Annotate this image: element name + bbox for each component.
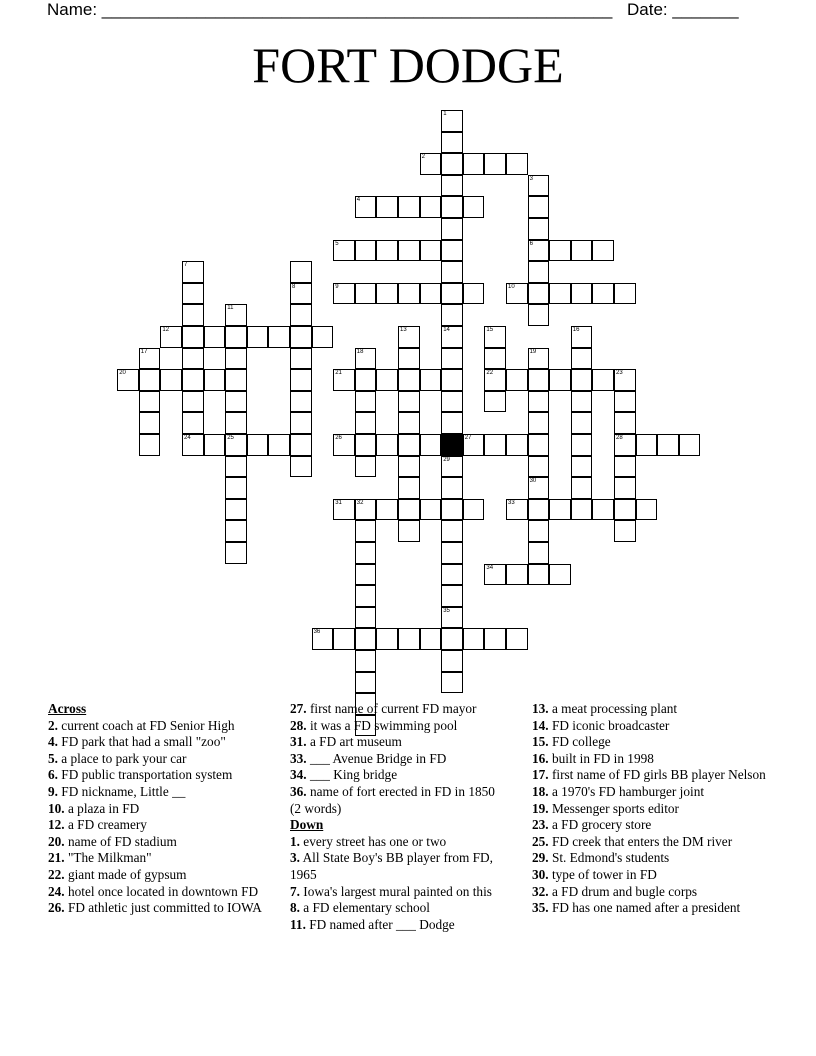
cell-number: 12: [162, 327, 170, 333]
cell-number: 36: [313, 629, 321, 636]
crossword-cell[interactable]: [441, 628, 463, 650]
crossword-cell[interactable]: [420, 434, 442, 456]
clue-item: 16. built in FD in 1998: [532, 750, 654, 766]
crossword-cell[interactable]: [398, 434, 420, 456]
cell-number: 17: [140, 348, 148, 355]
crossword-cell[interactable]: [441, 348, 463, 370]
crossword-cell[interactable]: [614, 283, 636, 305]
crossword-cell[interactable]: [355, 283, 377, 305]
crossword-cell[interactable]: [679, 434, 701, 456]
crossword-cell[interactable]: [528, 391, 550, 413]
clue-column-3: [532, 701, 772, 917]
clue-item: 13. a meat processing plant: [532, 701, 678, 716]
crossword-cell[interactable]: [355, 564, 377, 586]
clue-item: 32. a FD drum and bugle corps: [532, 883, 698, 899]
clue-item: 15. FD college: [532, 734, 611, 750]
crossword-cell[interactable]: [225, 456, 247, 478]
crossword-cell[interactable]: [484, 391, 506, 413]
crossword-cell[interactable]: [225, 520, 247, 542]
crossword-cell[interactable]: [160, 326, 182, 348]
cell-number: 1: [443, 111, 447, 117]
crossword-cell[interactable]: [463, 434, 485, 456]
crossword-cell[interactable]: [441, 456, 463, 478]
crossword-cell[interactable]: [571, 477, 593, 499]
crossword-cell[interactable]: [506, 499, 528, 521]
crossword-cell[interactable]: [506, 369, 528, 391]
crossword-cell[interactable]: [182, 304, 204, 326]
crossword-cell[interactable]: [528, 283, 550, 305]
crossword-cell[interactable]: [204, 369, 226, 391]
crossword-cell[interactable]: [182, 434, 204, 456]
cell-number: 33: [508, 499, 515, 506]
crossword-cell[interactable]: [398, 326, 420, 348]
crossword-cell[interactable]: [182, 391, 204, 413]
crossword-cell[interactable]: [571, 412, 593, 434]
crossword-cell[interactable]: [355, 412, 377, 434]
clue-item: 18. a 1970's FD hamburger joint: [532, 783, 705, 799]
clue-column-1: [48, 701, 268, 917]
crossword-cell[interactable]: [290, 261, 312, 283]
clue-item: 12. a FD creamery: [48, 817, 147, 833]
crossword-cell[interactable]: [528, 456, 550, 478]
cell-number: 13: [400, 327, 407, 333]
crossword-cell[interactable]: [614, 369, 636, 391]
clue-item: 25. FD creek that enters the DM river: [532, 833, 733, 849]
black-cell: [441, 434, 463, 456]
crossword-cell[interactable]: [398, 456, 420, 478]
crossword-cell[interactable]: [290, 434, 312, 456]
crossword-cell[interactable]: [441, 520, 463, 542]
crossword-cell[interactable]: [398, 499, 420, 521]
crossword-cell[interactable]: [225, 412, 247, 434]
crossword-cell[interactable]: [290, 412, 312, 434]
crossword-cell[interactable]: [376, 499, 398, 521]
crossword-cell[interactable]: [528, 304, 550, 326]
cell-number: 31: [335, 499, 342, 506]
crossword-cell[interactable]: [139, 412, 161, 434]
crossword-cell[interactable]: [614, 520, 636, 542]
crossword-cell[interactable]: [506, 628, 528, 650]
across-clues: [48, 718, 268, 917]
crossword-cell[interactable]: [484, 434, 506, 456]
clue-item: 30. type of tower in FD: [532, 866, 657, 882]
crossword-cell[interactable]: [592, 369, 614, 391]
crossword-cell[interactable]: [290, 456, 312, 478]
crossword-cell[interactable]: [398, 477, 420, 499]
crossword-cell[interactable]: [225, 477, 247, 499]
clue-item: 4. FD park that had a small "zoo": [48, 734, 226, 750]
clue-item: 8. a FD elementary school: [290, 900, 430, 916]
crossword-cell[interactable]: [355, 585, 377, 607]
crossword-cell[interactable]: [636, 499, 658, 521]
crossword-cell[interactable]: [355, 391, 377, 413]
crossword-cell[interactable]: [290, 304, 312, 326]
clue-item: 23. a FD grocery store: [532, 817, 652, 833]
crossword-cell[interactable]: [528, 520, 550, 542]
clue-item: 26. FD athletic just committed to IOWA: [48, 900, 262, 916]
cell-number: 18: [356, 348, 364, 355]
crossword-cell[interactable]: [333, 628, 355, 650]
crossword-cell[interactable]: [420, 153, 442, 175]
crossword-cell[interactable]: [463, 153, 485, 175]
crossword-cell[interactable]: [549, 283, 571, 305]
crossword-cell[interactable]: [484, 628, 506, 650]
cell-number: 22: [486, 370, 494, 377]
crossword-cell[interactable]: [355, 434, 377, 456]
cell-number: 20: [119, 370, 126, 377]
cell-number: 29: [443, 456, 450, 463]
crossword-cell[interactable]: [528, 218, 550, 240]
crossword-cell[interactable]: [441, 304, 463, 326]
crossword-cell[interactable]: [441, 153, 463, 175]
cell-number: 24: [184, 435, 191, 441]
crossword-cell[interactable]: [528, 542, 550, 564]
cell-number: 23: [616, 370, 623, 377]
crossword-cell[interactable]: [528, 348, 550, 370]
crossword-cell[interactable]: [355, 348, 377, 370]
cell-number: 35: [443, 607, 450, 614]
crossword-cell[interactable]: [484, 326, 506, 348]
clue-item: 28. it was a FD swimming pool: [290, 717, 458, 733]
crossword-cell[interactable]: [441, 499, 463, 521]
crossword-cell[interactable]: [225, 326, 247, 348]
crossword-cell[interactable]: [463, 628, 485, 650]
crossword-cell[interactable]: [225, 304, 247, 326]
cell-number: 9: [335, 283, 339, 290]
crossword-cell[interactable]: [636, 434, 658, 456]
clue-item: 7. Iowa's largest mural painted on this: [290, 883, 492, 899]
crossword-cell[interactable]: [614, 434, 636, 456]
crossword-cell[interactable]: [571, 499, 593, 521]
clue-item: 21. "The Milkman": [48, 850, 152, 866]
crossword-cell[interactable]: [571, 326, 593, 348]
crossword-cell[interactable]: [441, 607, 463, 629]
crossword-cell[interactable]: [528, 240, 550, 262]
cell-number: 8: [292, 283, 296, 290]
crossword-cell[interactable]: [484, 348, 506, 370]
crossword-cell[interactable]: [441, 369, 463, 391]
crossword-cell[interactable]: [268, 434, 290, 456]
crossword-cell[interactable]: [247, 434, 269, 456]
clue-item: 2. current coach at FD Senior High: [48, 717, 235, 733]
crossword-cell[interactable]: [355, 240, 377, 262]
crossword-cell[interactable]: [225, 434, 247, 456]
clue-item: 14. FD iconic broadcaster: [532, 717, 670, 733]
crossword-cell[interactable]: [571, 369, 593, 391]
crossword-cell[interactable]: [549, 240, 571, 262]
cell-number: 4: [356, 197, 361, 204]
crossword-cell[interactable]: [333, 369, 355, 391]
crossword-cell[interactable]: [614, 477, 636, 499]
crossword-cell[interactable]: [182, 261, 204, 283]
down-heading: Down: [290, 817, 324, 833]
crossword-cell[interactable]: [528, 564, 550, 586]
crossword-cell[interactable]: [398, 369, 420, 391]
clue-item: 10. a plaza in FD: [48, 800, 140, 816]
crossword-cell[interactable]: [614, 456, 636, 478]
crossword-cell[interactable]: [312, 628, 334, 650]
crossword-cell[interactable]: [139, 391, 161, 413]
crossword-cell[interactable]: [355, 520, 377, 542]
crossword-cell[interactable]: [182, 348, 204, 370]
cell-number: 3: [529, 175, 533, 182]
crossword-cell[interactable]: [506, 153, 528, 175]
date-field: Date: _______: [627, 0, 739, 19]
crossword-cell[interactable]: [290, 326, 312, 348]
clue-item: 22. giant made of gypsum: [48, 866, 187, 882]
crossword-cell[interactable]: [268, 326, 290, 348]
crossword-cell[interactable]: [312, 326, 334, 348]
crossword-cell[interactable]: [441, 175, 463, 197]
crossword-cell[interactable]: [225, 542, 247, 564]
crossword-cell[interactable]: [355, 672, 377, 694]
crossword-cell[interactable]: [441, 672, 463, 694]
clue-item: 27. first name of current FD mayor: [290, 701, 477, 716]
crossword-cell[interactable]: [549, 564, 571, 586]
crossword-cell[interactable]: [441, 218, 463, 240]
clue-item: 11. FD named after ___ Dodge: [290, 916, 455, 932]
across-heading: Across: [48, 701, 87, 716]
crossword-cell[interactable]: [225, 499, 247, 521]
crossword-cell[interactable]: [614, 499, 636, 521]
cell-number: 2: [421, 154, 425, 161]
crossword-cell[interactable]: [484, 369, 506, 391]
crossword-cell[interactable]: [441, 564, 463, 586]
crossword-cell[interactable]: [441, 326, 463, 348]
crossword-cell[interactable]: [441, 391, 463, 413]
clue-item: 3. All State Boy's BB player from FD, 1965: [290, 850, 493, 882]
crossword-cell[interactable]: [528, 175, 550, 197]
crossword-cell[interactable]: [355, 542, 377, 564]
crossword-cell[interactable]: [182, 283, 204, 305]
cell-number: 16: [572, 327, 580, 333]
crossword-cell[interactable]: [528, 261, 550, 283]
clue-item: 19. Messenger sports editor: [532, 800, 679, 816]
cell-number: 6: [529, 240, 533, 247]
crossword-cell[interactable]: [398, 240, 420, 262]
cell-number: 30: [529, 478, 537, 485]
crossword-cell[interactable]: [376, 283, 398, 305]
crossword-cell[interactable]: [376, 628, 398, 650]
crossword-cell[interactable]: [571, 240, 593, 262]
crossword-cell[interactable]: [398, 520, 420, 542]
crossword-cell[interactable]: [355, 607, 377, 629]
crossword-cell[interactable]: [398, 391, 420, 413]
crossword-cell[interactable]: [333, 434, 355, 456]
crossword-cell[interactable]: [355, 456, 377, 478]
crossword-cell[interactable]: [204, 434, 226, 456]
crossword-cell[interactable]: [420, 499, 442, 521]
crossword-cell[interactable]: [441, 477, 463, 499]
crossword-cell[interactable]: [657, 434, 679, 456]
crossword-cell[interactable]: [225, 369, 247, 391]
crossword-cell[interactable]: [441, 412, 463, 434]
clue-item: 17. first name of FD girls BB player Nelson: [532, 767, 766, 783]
crossword-cell[interactable]: [506, 564, 528, 586]
clue-item: 24. hotel once located in downtown FD: [48, 883, 259, 899]
crossword-cell[interactable]: [506, 283, 528, 305]
crossword-cell[interactable]: [441, 132, 463, 154]
crossword-cell[interactable]: [139, 348, 161, 370]
crossword-cell[interactable]: [204, 326, 226, 348]
crossword-cell[interactable]: [117, 369, 139, 391]
crossword-cell[interactable]: [441, 542, 463, 564]
crossword-cell[interactable]: [355, 628, 377, 650]
crossword-cell[interactable]: [614, 412, 636, 434]
crossword-cell[interactable]: [333, 283, 355, 305]
crossword-cell[interactable]: [290, 391, 312, 413]
across-clues-cont: [290, 701, 505, 817]
clue-column-2: [290, 701, 505, 933]
down-clues: [290, 834, 505, 934]
crossword-cell[interactable]: [225, 348, 247, 370]
clue-item: 1. every street has one or two: [290, 833, 447, 849]
crossword-cell[interactable]: [398, 348, 420, 370]
crossword-cell[interactable]: [420, 283, 442, 305]
crossword-cell[interactable]: [420, 240, 442, 262]
cell-number: 5: [335, 240, 339, 247]
crossword-cell[interactable]: [592, 240, 614, 262]
clue-item: 5. a place to park your car: [48, 750, 187, 766]
clue-item: 33. ___ Avenue Bridge in FD: [290, 750, 447, 766]
crossword-cell[interactable]: [528, 412, 550, 434]
crossword-cell[interactable]: [355, 499, 377, 521]
clue-item: 9. FD nickname, Little __: [48, 783, 186, 799]
cell-number: 25: [227, 435, 234, 441]
crossword-cell[interactable]: [441, 261, 463, 283]
cell-number: 7: [184, 262, 188, 269]
cell-number: 10: [508, 283, 515, 290]
crossword-cell[interactable]: [592, 499, 614, 521]
crossword-cell[interactable]: [139, 369, 161, 391]
crossword-cell[interactable]: [592, 283, 614, 305]
puzzle-title: FORT DODGE: [252, 37, 564, 93]
crossword-cell[interactable]: [247, 326, 269, 348]
crossword-cell[interactable]: [463, 499, 485, 521]
crossword-cell[interactable]: [571, 348, 593, 370]
crossword-cell[interactable]: [528, 196, 550, 218]
clue-item: 36. name of fort erected in FD in 1850 (2 words): [290, 783, 495, 816]
clue-item: 20. name of FD stadium: [48, 833, 177, 849]
cell-number: 26: [335, 435, 342, 441]
crossword-cell[interactable]: [355, 650, 377, 672]
crossword-cell[interactable]: [398, 412, 420, 434]
crossword-cell[interactable]: [420, 369, 442, 391]
crossword-cell[interactable]: [398, 196, 420, 218]
crossword-cell[interactable]: [290, 348, 312, 370]
crossword-cell[interactable]: [333, 499, 355, 521]
crossword-cell[interactable]: [441, 110, 463, 132]
crossword-cell[interactable]: [376, 369, 398, 391]
clue-item: 35. FD has one named after a president: [532, 900, 741, 916]
crossword-cell[interactable]: [571, 434, 593, 456]
crossword-cell[interactable]: [484, 564, 506, 586]
crossword-cell[interactable]: [398, 628, 420, 650]
crossword-cell[interactable]: [333, 240, 355, 262]
crossword-cell[interactable]: [160, 369, 182, 391]
clue-item: 31. a FD art museum: [290, 734, 402, 750]
crossword-cell[interactable]: [571, 456, 593, 478]
crossword-cell[interactable]: [441, 650, 463, 672]
crossword-cell[interactable]: [420, 196, 442, 218]
crossword-cell[interactable]: [441, 240, 463, 262]
crossword-cell[interactable]: [549, 499, 571, 521]
crossword-cell[interactable]: [398, 283, 420, 305]
crossword-cell[interactable]: [528, 477, 550, 499]
crossword-cell[interactable]: [463, 283, 485, 305]
crossword-cell[interactable]: [506, 434, 528, 456]
cell-number: 34: [486, 564, 494, 571]
crossword-cell[interactable]: [139, 434, 161, 456]
crossword-cell[interactable]: [355, 369, 377, 391]
crossword-cell[interactable]: [225, 391, 247, 413]
crossword-cell[interactable]: [614, 391, 636, 413]
crossword-cell[interactable]: [463, 196, 485, 218]
crossword-cell[interactable]: [549, 369, 571, 391]
crossword-cell[interactable]: [528, 369, 550, 391]
crossword-cell[interactable]: [376, 434, 398, 456]
crossword-cell[interactable]: [355, 196, 377, 218]
crossword-cell[interactable]: [376, 240, 398, 262]
crossword-cell[interactable]: [571, 283, 593, 305]
cell-number: 11: [227, 305, 234, 312]
cell-number: 28: [616, 435, 623, 441]
crossword-cell[interactable]: [420, 628, 442, 650]
name-field: Name: ______________________________________________________: [47, 0, 613, 19]
cell-number: 32: [356, 499, 364, 506]
crossword-cell[interactable]: [182, 369, 204, 391]
crossword-cell[interactable]: [290, 283, 312, 305]
crossword-cell[interactable]: [182, 326, 204, 348]
clue-item: 34. ___ King bridge: [290, 767, 398, 783]
clue-item: 6. FD public transportation system: [48, 767, 233, 783]
crossword-cell[interactable]: [484, 153, 506, 175]
crossword-cell[interactable]: [290, 369, 312, 391]
cell-number: 27: [464, 435, 472, 441]
cell-number: 14: [443, 327, 450, 333]
crossword-cell[interactable]: [182, 412, 204, 434]
crossword-cell[interactable]: [376, 196, 398, 218]
crossword-cell[interactable]: [441, 196, 463, 218]
crossword-cell[interactable]: [441, 585, 463, 607]
crossword-cell[interactable]: [441, 283, 463, 305]
clue-item: 29. St. Edmond's students: [532, 850, 670, 866]
cell-number: 15: [486, 327, 494, 333]
cell-number: 19: [529, 348, 537, 355]
down-clues-cont: [532, 701, 772, 917]
crossword-cell[interactable]: [571, 391, 593, 413]
crossword-cell[interactable]: [528, 499, 550, 521]
cell-number: 21: [335, 370, 342, 377]
crossword-cell[interactable]: [528, 434, 550, 456]
